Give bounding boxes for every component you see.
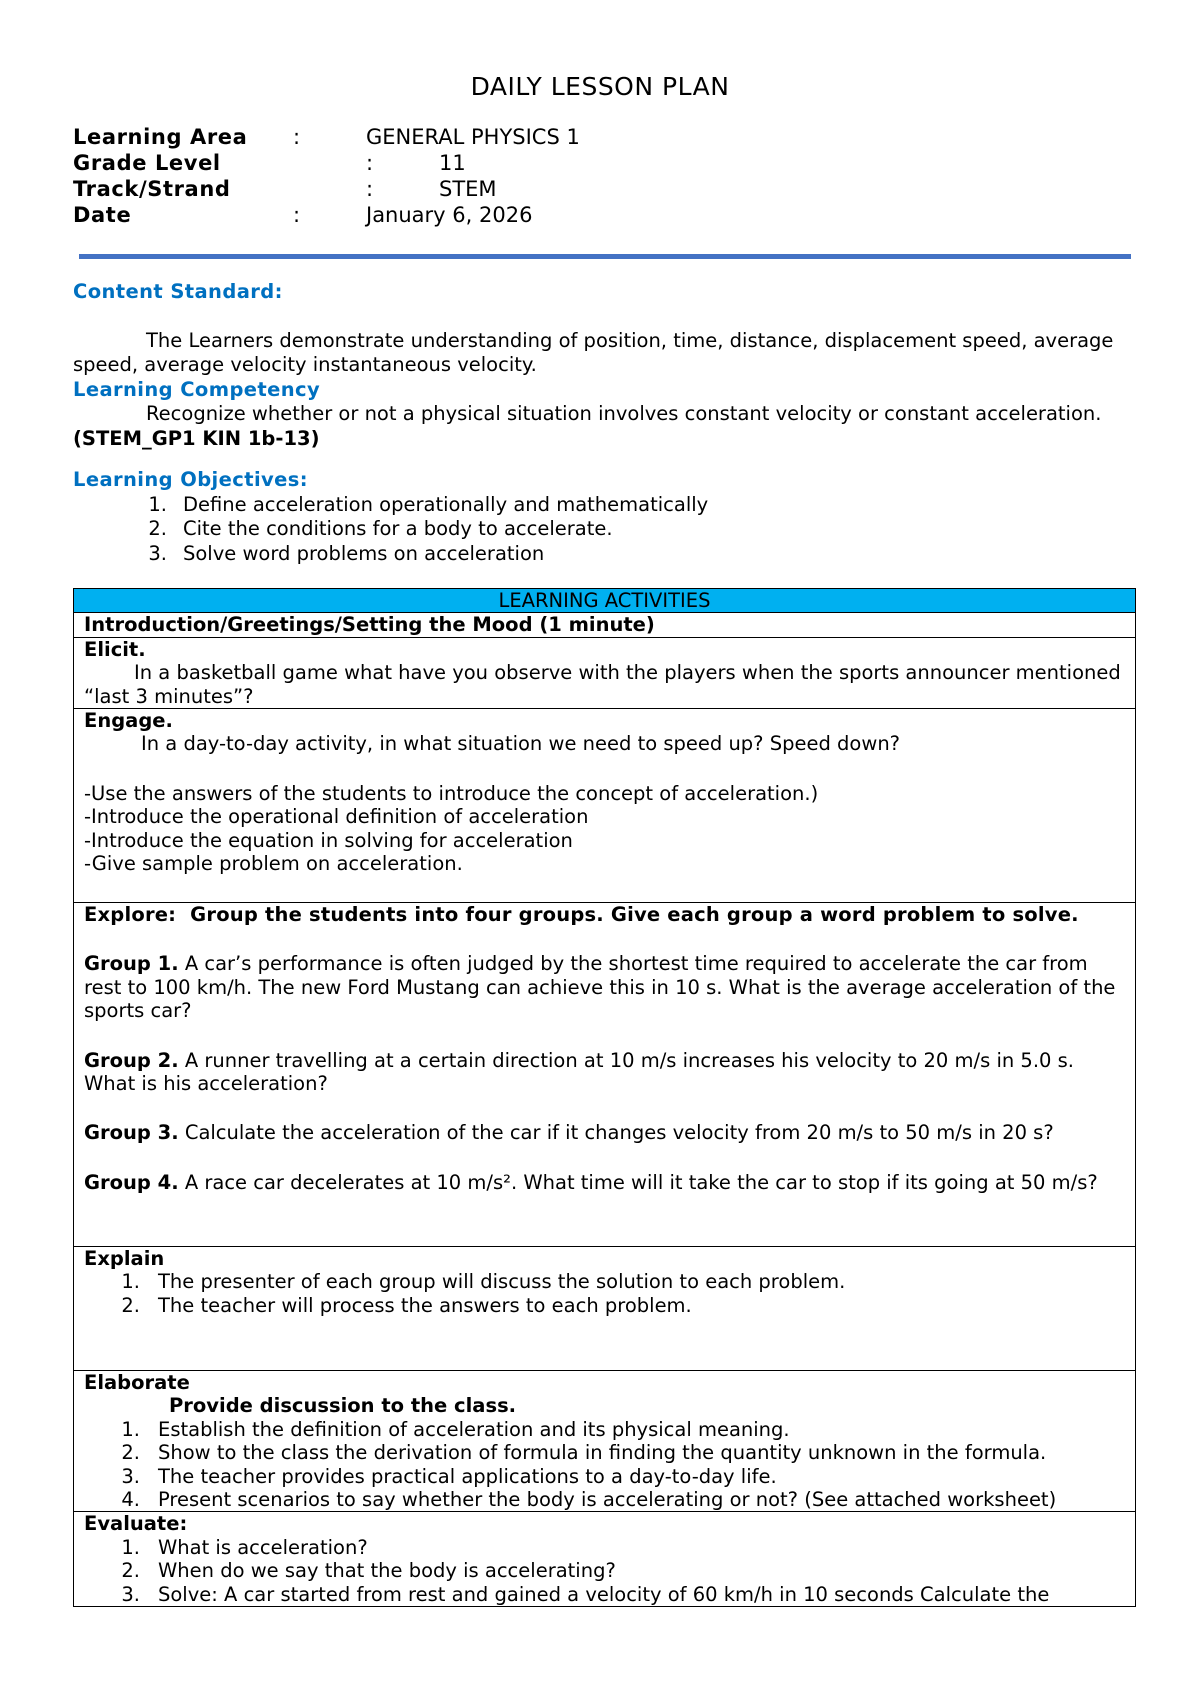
list-item: 4. Present scenarios to say whether the body is accelerating or not? (See attached worksheet)	[121, 1488, 1057, 1512]
list-item: 2. Cite the conditions for a body to accelerate.	[148, 517, 613, 540]
list-item: 1. The presenter of each group will discuss the solution to each problem.	[121, 1270, 846, 1294]
elicit-text: In a basketball game what have you observe with the players when the sports announcer mentioned “last 3 minutes”?	[84, 661, 1121, 708]
intro-row: Introduction/Greetings/Setting the Mood (1 minute)	[74, 613, 1136, 637]
explain-list	[84, 1270, 1125, 1317]
info-value: 11	[439, 151, 466, 175]
info-value: STEM	[439, 177, 497, 201]
list-item: 2. When do we say that the body is accelerating?	[121, 1559, 616, 1583]
explore-group: Group 3. Calculate the acceleration of the car if it changes velocity from 20 m/s to 50 m/s in 20 s?	[84, 1121, 1054, 1145]
objectives-section	[73, 468, 1133, 566]
explore-instruction: Explore: Group the students into four groups. Give each group a word problem to solve.	[84, 903, 1079, 927]
competency-code: (STEM_GP1 KIN 1b-13)	[73, 426, 320, 450]
document-title: DAILY LESSON PLAN	[470, 72, 730, 101]
info-colon: :	[366, 151, 374, 175]
list-item: 2. Show to the class the derivation of formula in finding the quantity unknown in the formula.	[121, 1441, 1047, 1465]
info-colon: :	[293, 125, 301, 149]
header-divider	[79, 254, 1131, 259]
engage-line: -Give sample problem on acceleration.	[84, 852, 463, 876]
info-label: Date	[73, 203, 132, 227]
engage-label: Engage.	[84, 709, 173, 733]
engage-line: -Use the answers of the students to introduce the concept of acceleration.)	[84, 781, 819, 805]
info-value: January 6, 2026	[366, 203, 533, 227]
engage-cell	[74, 709, 1136, 903]
learning-activities-table	[73, 588, 1136, 1607]
info-label: Grade Level	[73, 151, 221, 175]
elicit-label: Elicit.	[84, 637, 146, 661]
content-standard-section	[73, 280, 1133, 451]
explore-group: Group 1. A car’s performance is often judged by the shortest time required to accelerate the car from rest to 100 km/h. The new Ford Mustang can achieve this in 10 s. What is the average acceleration of the sports car?	[84, 952, 1116, 1023]
elaborate-label: Elaborate	[84, 1371, 190, 1395]
evaluate-label: Evaluate:	[84, 1512, 188, 1536]
evaluate-cell	[74, 1512, 1136, 1607]
info-label: Learning Area	[73, 125, 248, 149]
engage-question: In a day-to-day activity, in what situation we need to speed up? Speed down?	[141, 732, 901, 756]
competency-heading: Learning Competency	[73, 377, 321, 401]
activities-header: LEARNING ACTIVITIES	[74, 589, 1136, 613]
info-colon: :	[293, 203, 301, 227]
competency-statement: Recognize whether or not a physical situation involves constant velocity or constant acceleration.	[146, 402, 1102, 425]
engage-line: -Introduce the operational definition of acceleration	[84, 805, 589, 829]
explore-group: Group 4. A race car decelerates at 10 m/s². What time will it take the car to stop if its going at 50 m/s?	[84, 1170, 1098, 1194]
content-standard-text: The Learners demonstrate understanding of position, time, distance, displacement speed, average speed, average velocity instantaneous velocity.	[73, 328, 1114, 376]
info-label: Track/Strand	[73, 177, 231, 201]
list-item: 3. The teacher provides practical applications to a day-to-day life.	[121, 1464, 777, 1488]
list-item: 1. Establish the definition of acceleration and its physical meaning.	[121, 1417, 790, 1441]
objectives-heading: Learning Objectives:	[73, 468, 308, 491]
engage-line: -Introduce the equation in solving for acceleration	[84, 828, 573, 852]
explain-label: Explain	[84, 1247, 165, 1271]
info-colon: :	[366, 177, 374, 201]
objectives-list	[73, 493, 1133, 567]
explain-cell	[74, 1247, 1136, 1371]
elaborate-list	[84, 1418, 1125, 1512]
elicit-cell	[74, 637, 1136, 708]
competency-text	[73, 402, 1133, 451]
list-item: 1. What is acceleration?	[121, 1535, 368, 1559]
info-value: GENERAL PHYSICS 1	[366, 125, 580, 149]
list-item: 2. The teacher will process the answers to each problem.	[121, 1293, 692, 1317]
list-item: 3. Solve word problems on acceleration	[148, 541, 545, 565]
explore-group: Group 2. A runner travelling at a certain direction at 10 m/s increases his velocity to 20 m/s in 5.0 s. What is his acceleration?	[84, 1048, 1074, 1096]
elaborate-cell	[74, 1371, 1136, 1512]
explore-cell	[74, 903, 1136, 1247]
list-item: 3. Solve: A car started from rest and gained a velocity of 60 km/h in 10 seconds Calculate the	[121, 1582, 1050, 1606]
list-item: 1. Define acceleration operationally and mathematically	[148, 492, 709, 516]
elaborate-subheading: Provide discussion to the class.	[169, 1394, 517, 1418]
content-standard-heading: Content Standard:	[73, 280, 283, 303]
evaluate-list	[84, 1536, 1125, 1606]
